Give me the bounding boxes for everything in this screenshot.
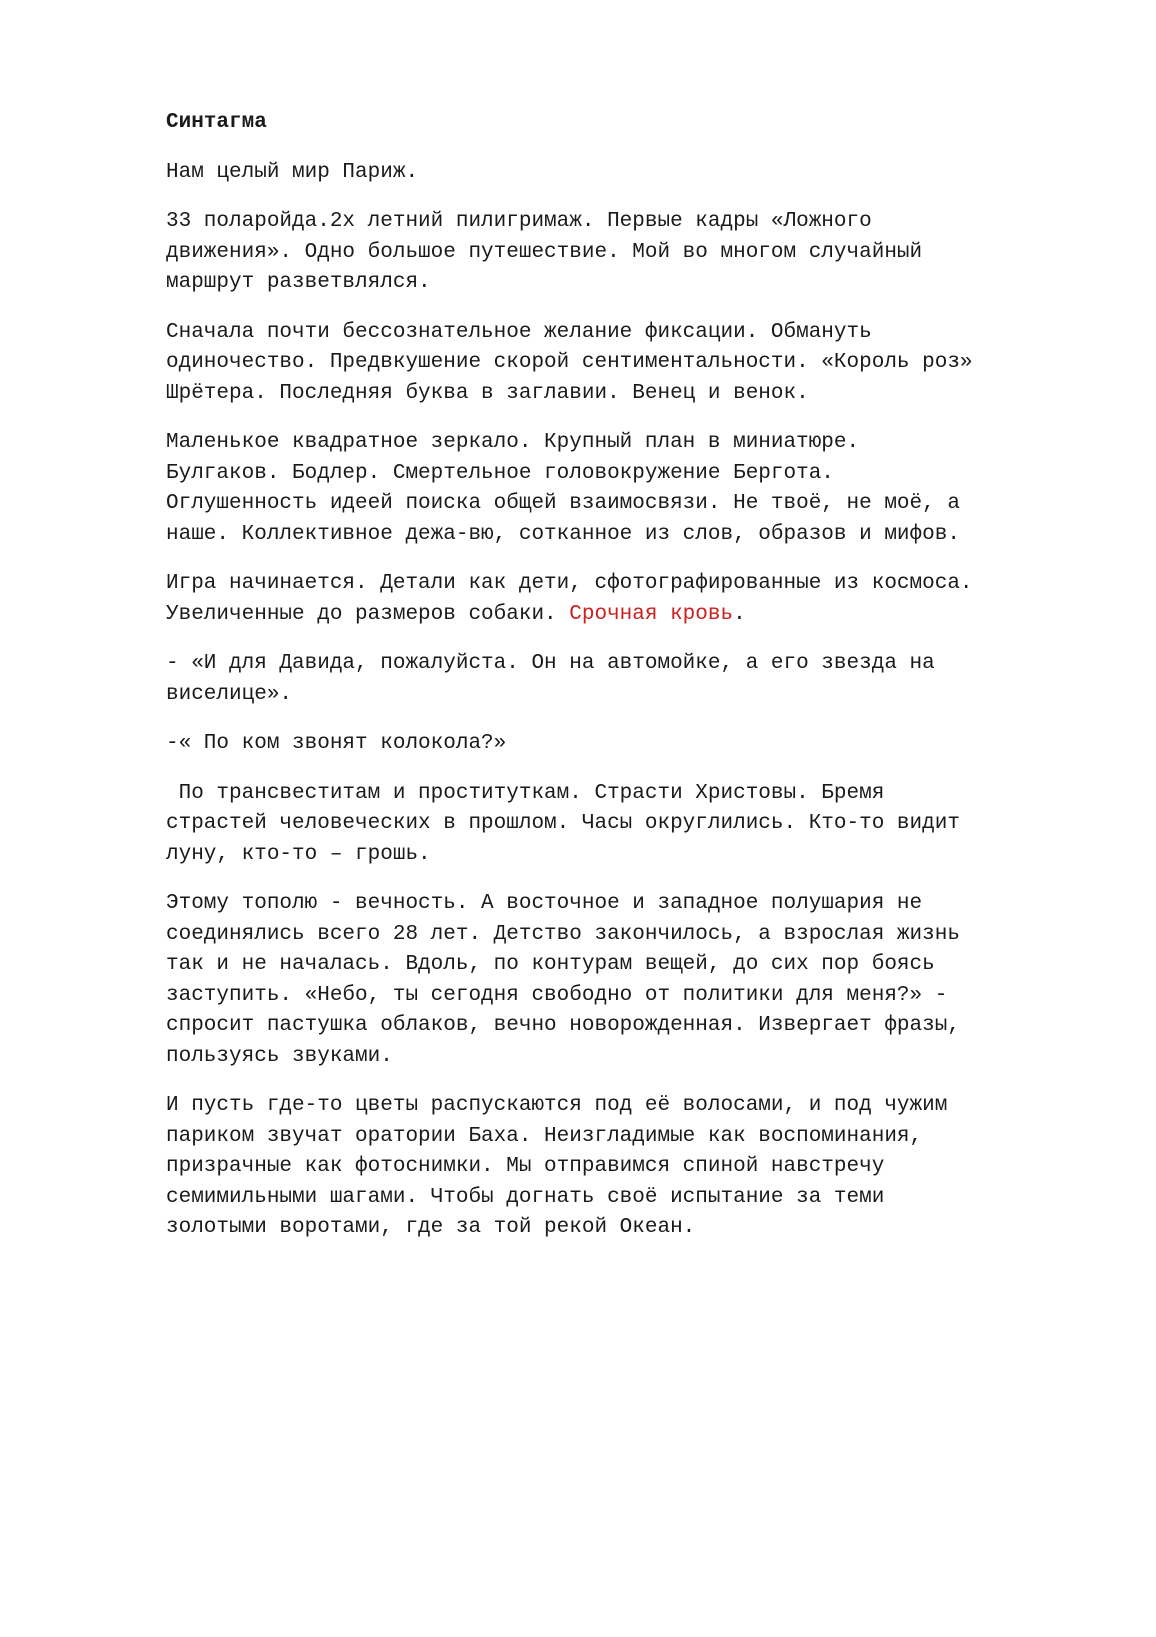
text-line: страстей человеческих в прошлом. Часы округлились. Кто-то видит [166, 812, 960, 835]
text-line [166, 600, 1076, 631]
document-body [166, 108, 1076, 1263]
text-line: - «И для Давида, пожалуйста. Он на автомойке, а его звезда на [166, 652, 935, 675]
text-line: виселице». [166, 682, 293, 706]
text-line: Шрётера. Последняя буква в заглавии. Венец и венок. [166, 381, 809, 405]
text-line: луну, кто-то – грошь. [166, 842, 431, 866]
text-line: соединялись всего 28 лет. Детство закончилось, а взрослая жизнь [166, 922, 960, 946]
text-line: И пусть где-то цветы распускаются под её волосами, и под чужим [166, 1094, 948, 1117]
paragraph-5 [166, 569, 1076, 630]
paragraph-9 [166, 889, 1076, 1072]
paragraph-1 [166, 158, 1076, 189]
text-line: заступить. «Небо, ты сегодня свободно от политики для меня?» - [166, 983, 948, 1007]
text-line: Сначала почти бессознательное желание фиксации. Обмануть [166, 320, 872, 344]
text-line: движения». Одно большое путешествие. Мой во многом случайный [166, 240, 923, 264]
text-line: золотыми воротами, где за той рекой Океан. [166, 1216, 696, 1239]
text-line: пользуясь звуками. [166, 1044, 393, 1068]
text-line: семимильными шагами. Чтобы догнать своё испытание за теми [166, 1185, 885, 1209]
text-line: наше. Коллективное дежа-вю, сотканное из слов, образов и мифов. [166, 522, 960, 546]
text-line: Булгаков. Бодлер. Смертельное головокружение Бергота. [166, 461, 834, 485]
text-line: 33 поларойда.2х летний пилигримаж. Первые кадры «Ложного [166, 210, 872, 233]
text-line: одиночество. Предвкушение скорой сентиментальности. «Король роз» [166, 351, 973, 374]
text-line: Оглушенность идеей поиска общей взаимосвязи. Не твоё, не моё, а [166, 492, 960, 515]
text-line: -« По ком звонят колокола?» [166, 732, 507, 755]
paragraph-10 [166, 1091, 1076, 1244]
text-line: призрачные как фотоснимки. Мы отправимся спиной навстречу [166, 1155, 885, 1178]
text-line: Игра начинается. Детали как дети, сфотографированные из космоса. [166, 572, 973, 595]
paragraph-7 [166, 729, 1076, 760]
text-line: Нам целый мир Париж. [166, 160, 419, 184]
text-line: париком звучат оратории Баха. Неизгладимые как воспоминания, [166, 1124, 923, 1148]
paragraph-6 [166, 649, 1076, 710]
text-run: Увеличенные до размеров собаки. [166, 602, 570, 626]
document-title: Синтагма [166, 111, 267, 134]
text-line: По трансвеститам и проституткам. Страсти Христовы. Бремя [166, 781, 885, 805]
text-line: спросит пастушка облаков, вечно новорожденная. Извергает фразы, [166, 1014, 960, 1037]
text-line: Маленькое квадратное зеркало. Крупный план в миниатюре. [166, 431, 860, 454]
text-line: маршрут разветвлялся. [166, 271, 431, 294]
highlighted-text: Срочная кровь [569, 602, 734, 626]
text-line: так и не началась. Вдоль, по контурам вещей, до сих пор боясь [166, 953, 935, 976]
paragraph-2 [166, 207, 1076, 299]
text-run: . [733, 602, 746, 626]
paragraph-3 [166, 318, 1076, 410]
text-line: Этому тополю - вечность. А восточное и западное полушария не [166, 892, 923, 915]
paragraph-4 [166, 428, 1076, 550]
paragraph-8 [166, 779, 1076, 871]
